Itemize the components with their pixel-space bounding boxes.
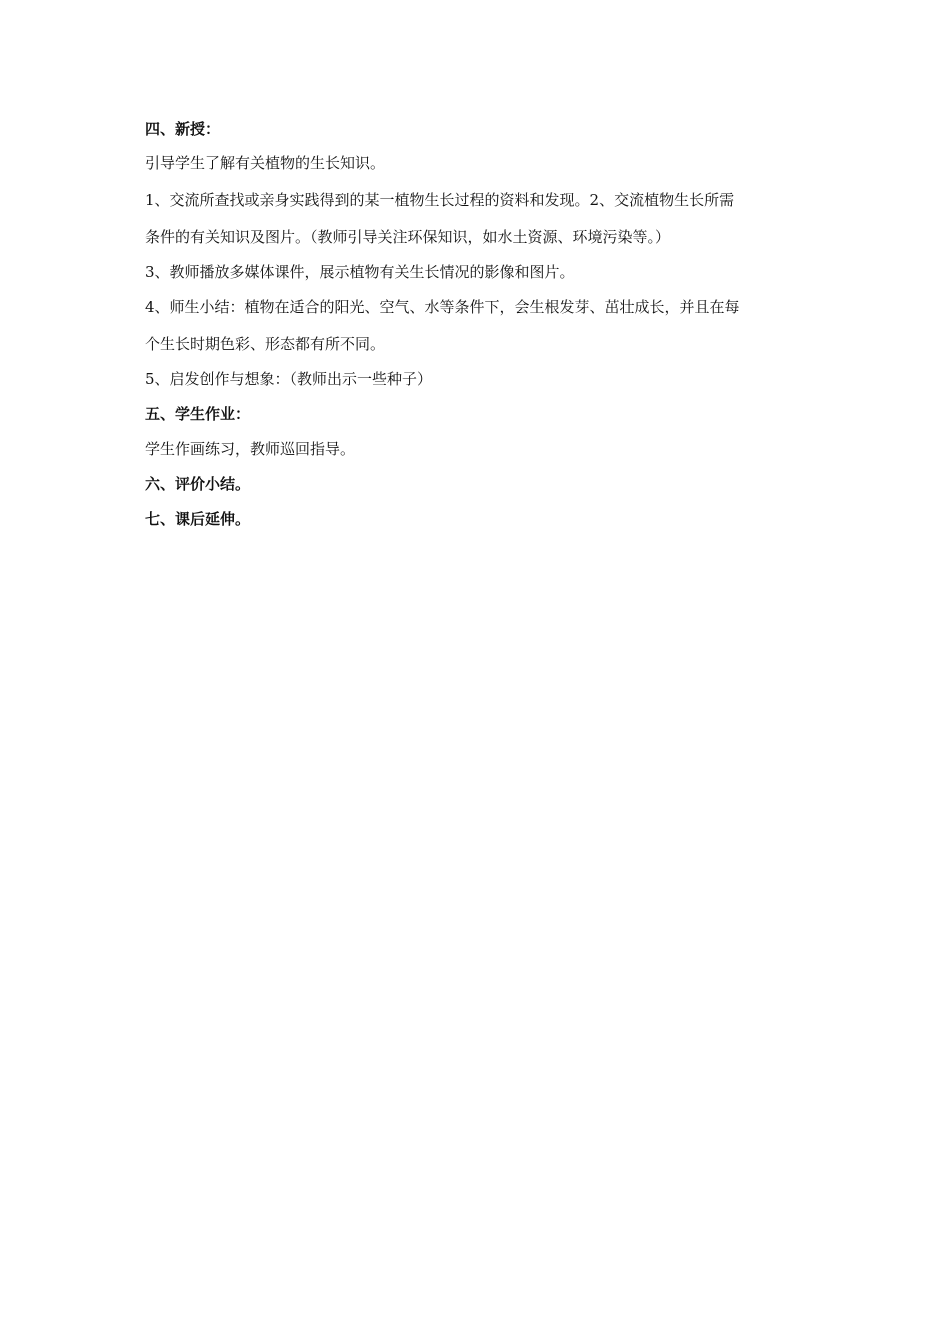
- paragraph-item-4-line-2: 个生长时期色彩、形态都有所不同。: [145, 335, 386, 353]
- paragraph-guide-students: 引导学生了解有关植物的生长知识。: [145, 154, 386, 172]
- section-heading-evaluation-summary: 六、评价小结。: [145, 475, 251, 493]
- section-heading-student-homework: 五、学生作业：: [145, 405, 251, 423]
- paragraph-student-practice: 学生作画练习，教师巡回指导。: [145, 440, 356, 458]
- paragraph-item-3: 3、教师播放多媒体课件，展示植物有关生长情况的影像和图片。: [145, 263, 575, 281]
- document-body: [145, 117, 810, 531]
- section-heading-after-class-extension: 七、课后延伸。: [145, 510, 251, 528]
- paragraph-item-1-2-line-2: 条件的有关知识及图片。（教师引导关注环保知识，如水土资源、环境污染等。）: [145, 228, 671, 246]
- paragraph-item-5: 5、启发创作与想象：（教师出示一些种子）: [145, 370, 433, 388]
- paragraph-item-1-2-line-1: 1、交流所查找或亲身实践得到的某一植物生长过程的资料和发现。2、交流植物生长所需: [145, 191, 735, 209]
- paragraph-item-4-line-1: 4、师生小结：植物在适合的阳光、空气、水等条件下，会生根发芽、茁壮成长，并且在每: [145, 298, 740, 316]
- section-heading-new-lesson: 四、新授：: [145, 120, 221, 138]
